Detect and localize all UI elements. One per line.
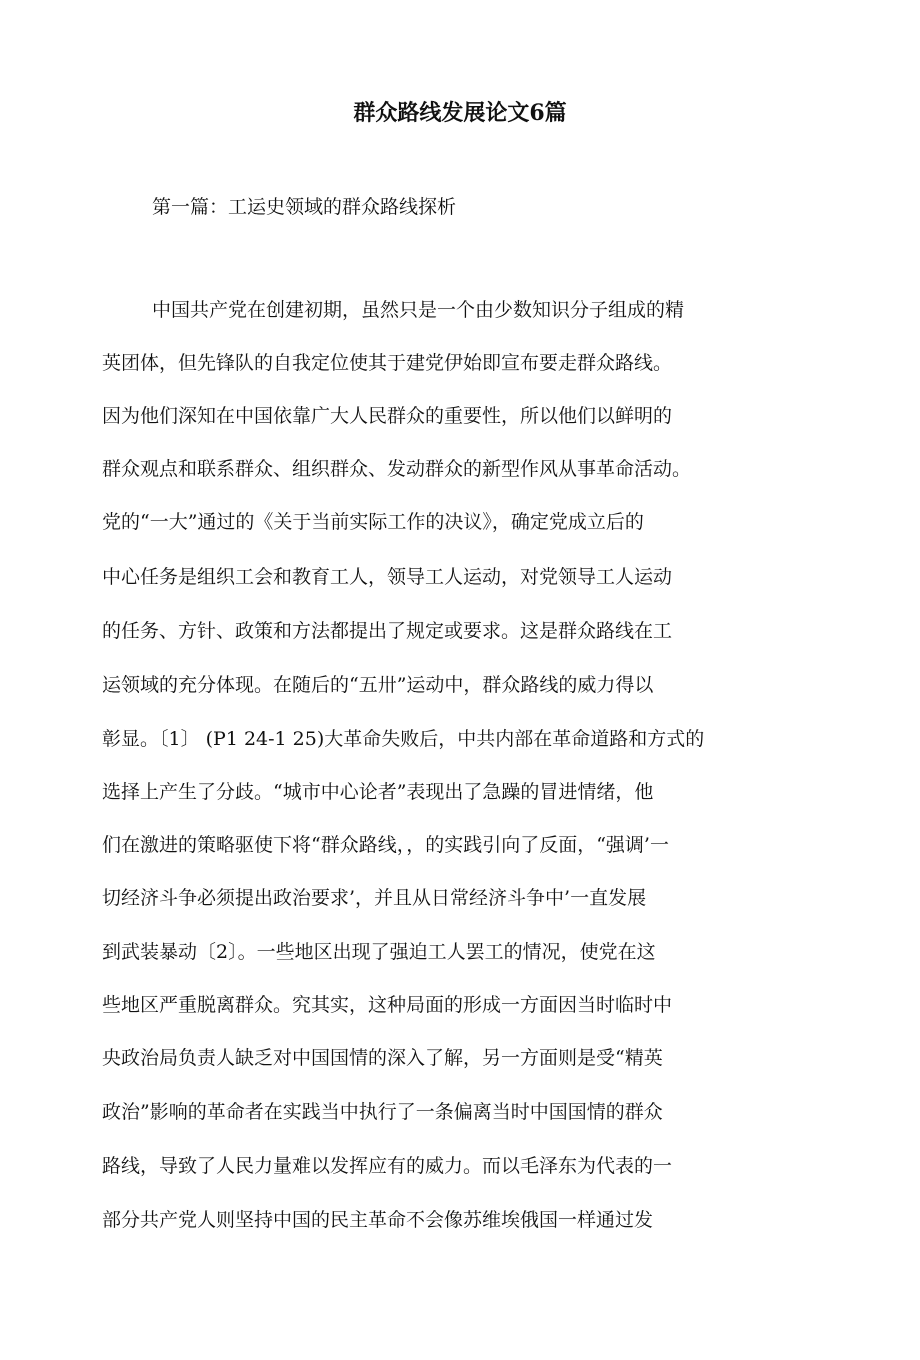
- section-title: 第一篇：工运史领域的群众路线探析: [152, 196, 457, 218]
- paragraph-line: 群众观点和联系群众、组织群众、发动群众的新型作风从事革命活动。: [102, 458, 692, 480]
- document-title: 群众路线发展论文6篇: [353, 100, 567, 126]
- paragraph-line: 们在激进的策略驱使下将“群众路线，，的实践引向了反面，“强调’一: [102, 834, 669, 856]
- paragraph-line: 的任务、方针、政策和方法都提出了规定或要求。这是群众路线在工: [102, 620, 673, 642]
- paragraph-line: 央政治局负责人缺乏对中国国情的深入了解，另一方面则是受“精英: [102, 1047, 663, 1069]
- paragraph-line: 切经济斗争必须提出政治要求’，并且从日常经济斗争中’一直发展: [102, 887, 647, 909]
- paragraph-line: 路线，导致了人民力量难以发挥应有的威力。而以毛泽东为代表的一: [102, 1155, 673, 1177]
- paragraph-line: 部分共产党人则坚持中国的民主革命不会像苏维埃俄国一样通过发: [102, 1209, 654, 1231]
- paragraph-line: 中心任务是组织工会和教育工人，领导工人运动，对党领导工人运动: [102, 566, 673, 588]
- paragraph-line: 英团体，但先锋队的自我定位使其于建党伊始即宣布要走群众路线。: [102, 352, 673, 374]
- paragraph-line: 彰显。〔1〕 (P1 24-1 25)大革命失败后，中共内部在革命道路和方式的: [102, 728, 705, 750]
- paragraph-line: 政治”影响的革命者在实践当中执行了一条偏离当时中国国情的群众: [102, 1101, 663, 1123]
- paragraph-line: 运领域的充分体现。在随后的“五卅”运动中，群众路线的威力得以: [102, 674, 654, 696]
- paragraph-line: 些地区严重脱离群众。究其实，这种局面的形成一方面因当时临时中: [102, 994, 673, 1016]
- paragraph-line: 中国共产党在创建初期，虽然只是一个由少数知识分子组成的精: [152, 299, 685, 321]
- paragraph-line: 党的“一大”通过的《关于当前实际工作的决议》，确定党成立后的: [102, 511, 644, 533]
- paragraph-line: 因为他们深知在中国依靠广大人民群众的重要性，所以他们以鲜明的: [102, 405, 673, 427]
- paragraph-line: 选择上产生了分歧。“城市中心论者”表现出了急躁的冒进情绪，他: [102, 781, 654, 803]
- paragraph-line: 到武装暴动〔2〕。一些地区出现了强迫工人罢工的情况，使党在这: [102, 941, 656, 963]
